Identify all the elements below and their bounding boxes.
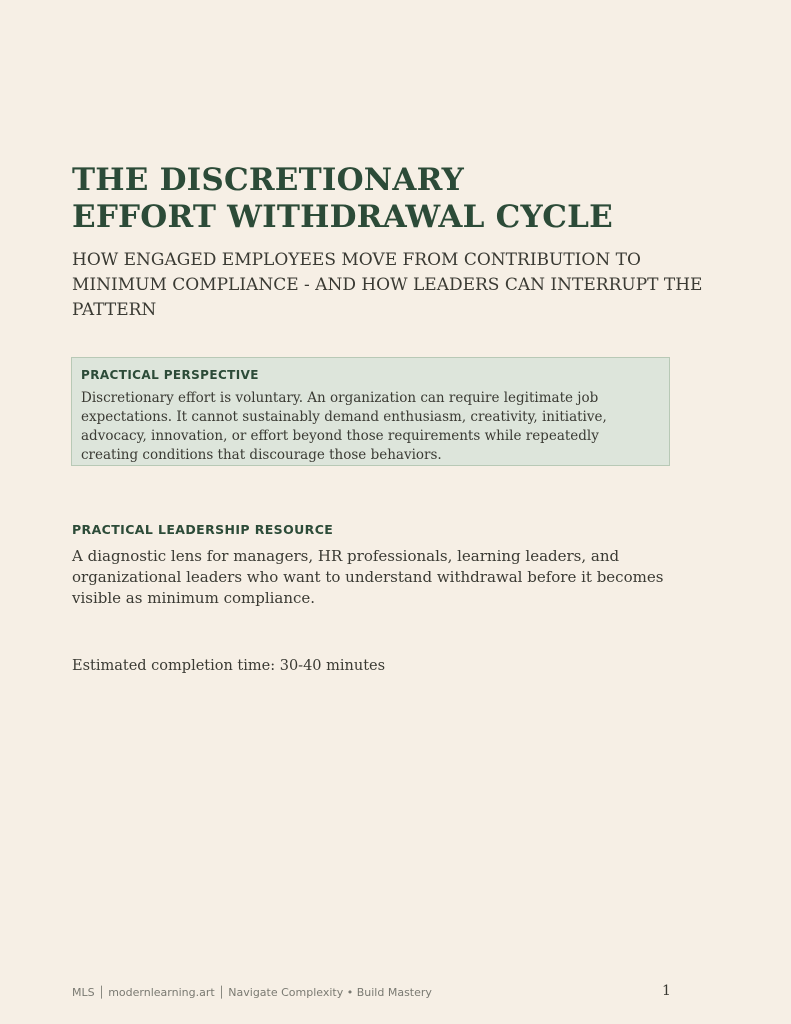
estimated-completion-time: Estimated completion time: 30-40 minutes: [72, 658, 386, 674]
document-title: [72, 162, 722, 236]
practical-perspective-callout: [71, 357, 670, 466]
callout-body: Discretionary effort is voluntary. An organization can require legitimate job expectations. It cannot sustainably demand enthusiasm, creativity, initiative, advocacy, innovation, or effort beyond those requirements while repeatedly creating conditions that discourage those behaviors.: [81, 390, 607, 463]
title-line-1: THE DISCRETIONARY: [72, 162, 464, 198]
title-line-2: EFFORT WITHDRAWAL CYCLE: [72, 199, 613, 235]
resource-heading: PRACTICAL LEADERSHIP RESOURCE: [72, 522, 334, 537]
callout-heading: PRACTICAL PERSPECTIVE: [81, 368, 259, 382]
document-subtitle: HOW ENGAGED EMPLOYEES MOVE FROM CONTRIBUTION TO MINIMUM COMPLIANCE - AND HOW LEADERS CAN INTERRUPT THE PATTERN: [72, 250, 703, 320]
resource-description: A diagnostic lens for managers, HR professionals, learning leaders, and organizational leaders who want to understand withdrawal before it becomes visible as minimum compliance.: [72, 547, 664, 607]
footer-text: MLS │ modernlearning.art │ Navigate Complexity • Build Mastery: [72, 986, 432, 999]
page-number: 1: [662, 983, 671, 999]
